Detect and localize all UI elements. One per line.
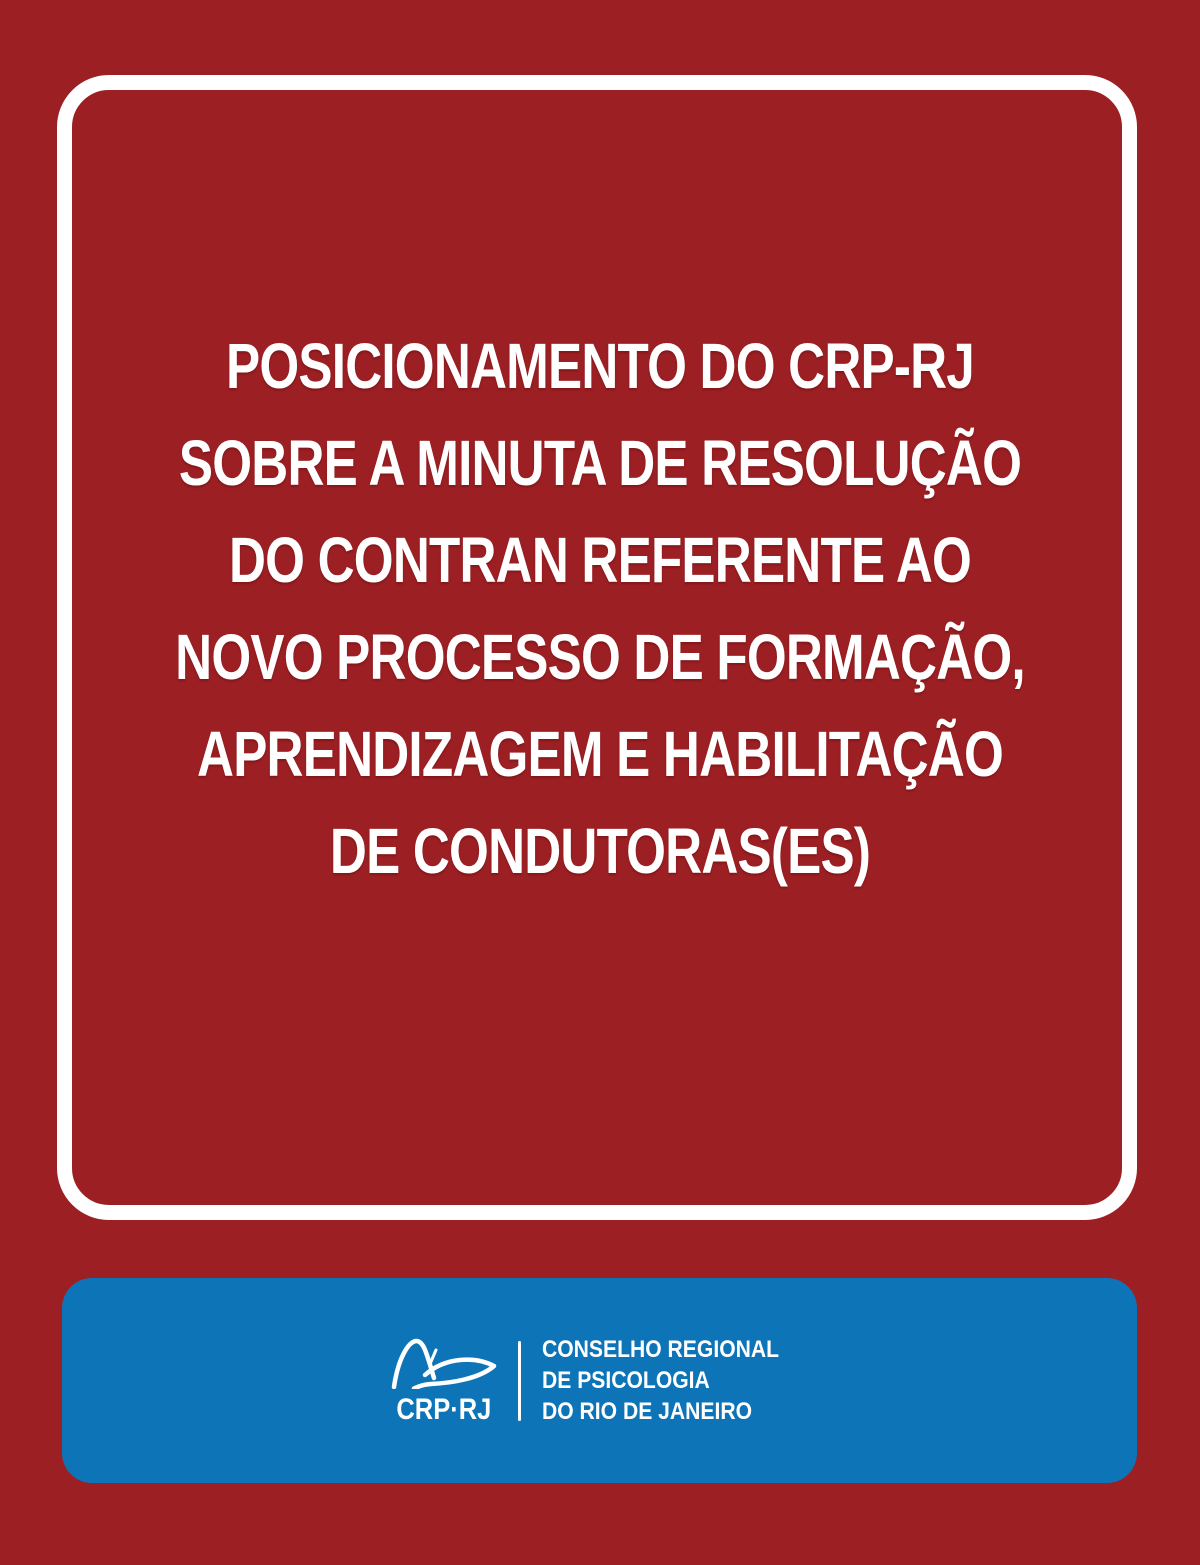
crp-rj-mountain-wave-icon bbox=[389, 1337, 499, 1389]
org-acronym: CRP·RJ bbox=[396, 1392, 492, 1426]
crp-rj-logo bbox=[388, 1337, 500, 1425]
vertical-divider bbox=[518, 1341, 521, 1421]
headline-line: POSICIONAMENTO DO CRP-RJ bbox=[226, 330, 974, 402]
headline-line: DE CONDUTORAS(ES) bbox=[329, 815, 871, 887]
headline-line: NOVO PROCESSO DE FORMAÇÃO, bbox=[175, 621, 1025, 693]
headline-line: DO CONTRAN REFERENTE AO bbox=[228, 524, 972, 596]
org-name-line: DE PSICOLOGIA bbox=[541, 1367, 710, 1394]
org-name bbox=[542, 1334, 779, 1427]
headline-line: SOBRE A MINUTA DE RESOLUÇÃO bbox=[178, 427, 1022, 499]
org-name-line: CONSELHO REGIONAL bbox=[541, 1336, 779, 1363]
footer-banner bbox=[62, 1278, 1137, 1483]
headline-line: APRENDIZAGEM E HABILITAÇÃO bbox=[197, 718, 1003, 790]
poster-title bbox=[120, 318, 1080, 900]
org-name-line: DO RIO DE JANEIRO bbox=[541, 1398, 752, 1425]
crp-rj-logo-lockup bbox=[388, 1334, 811, 1427]
